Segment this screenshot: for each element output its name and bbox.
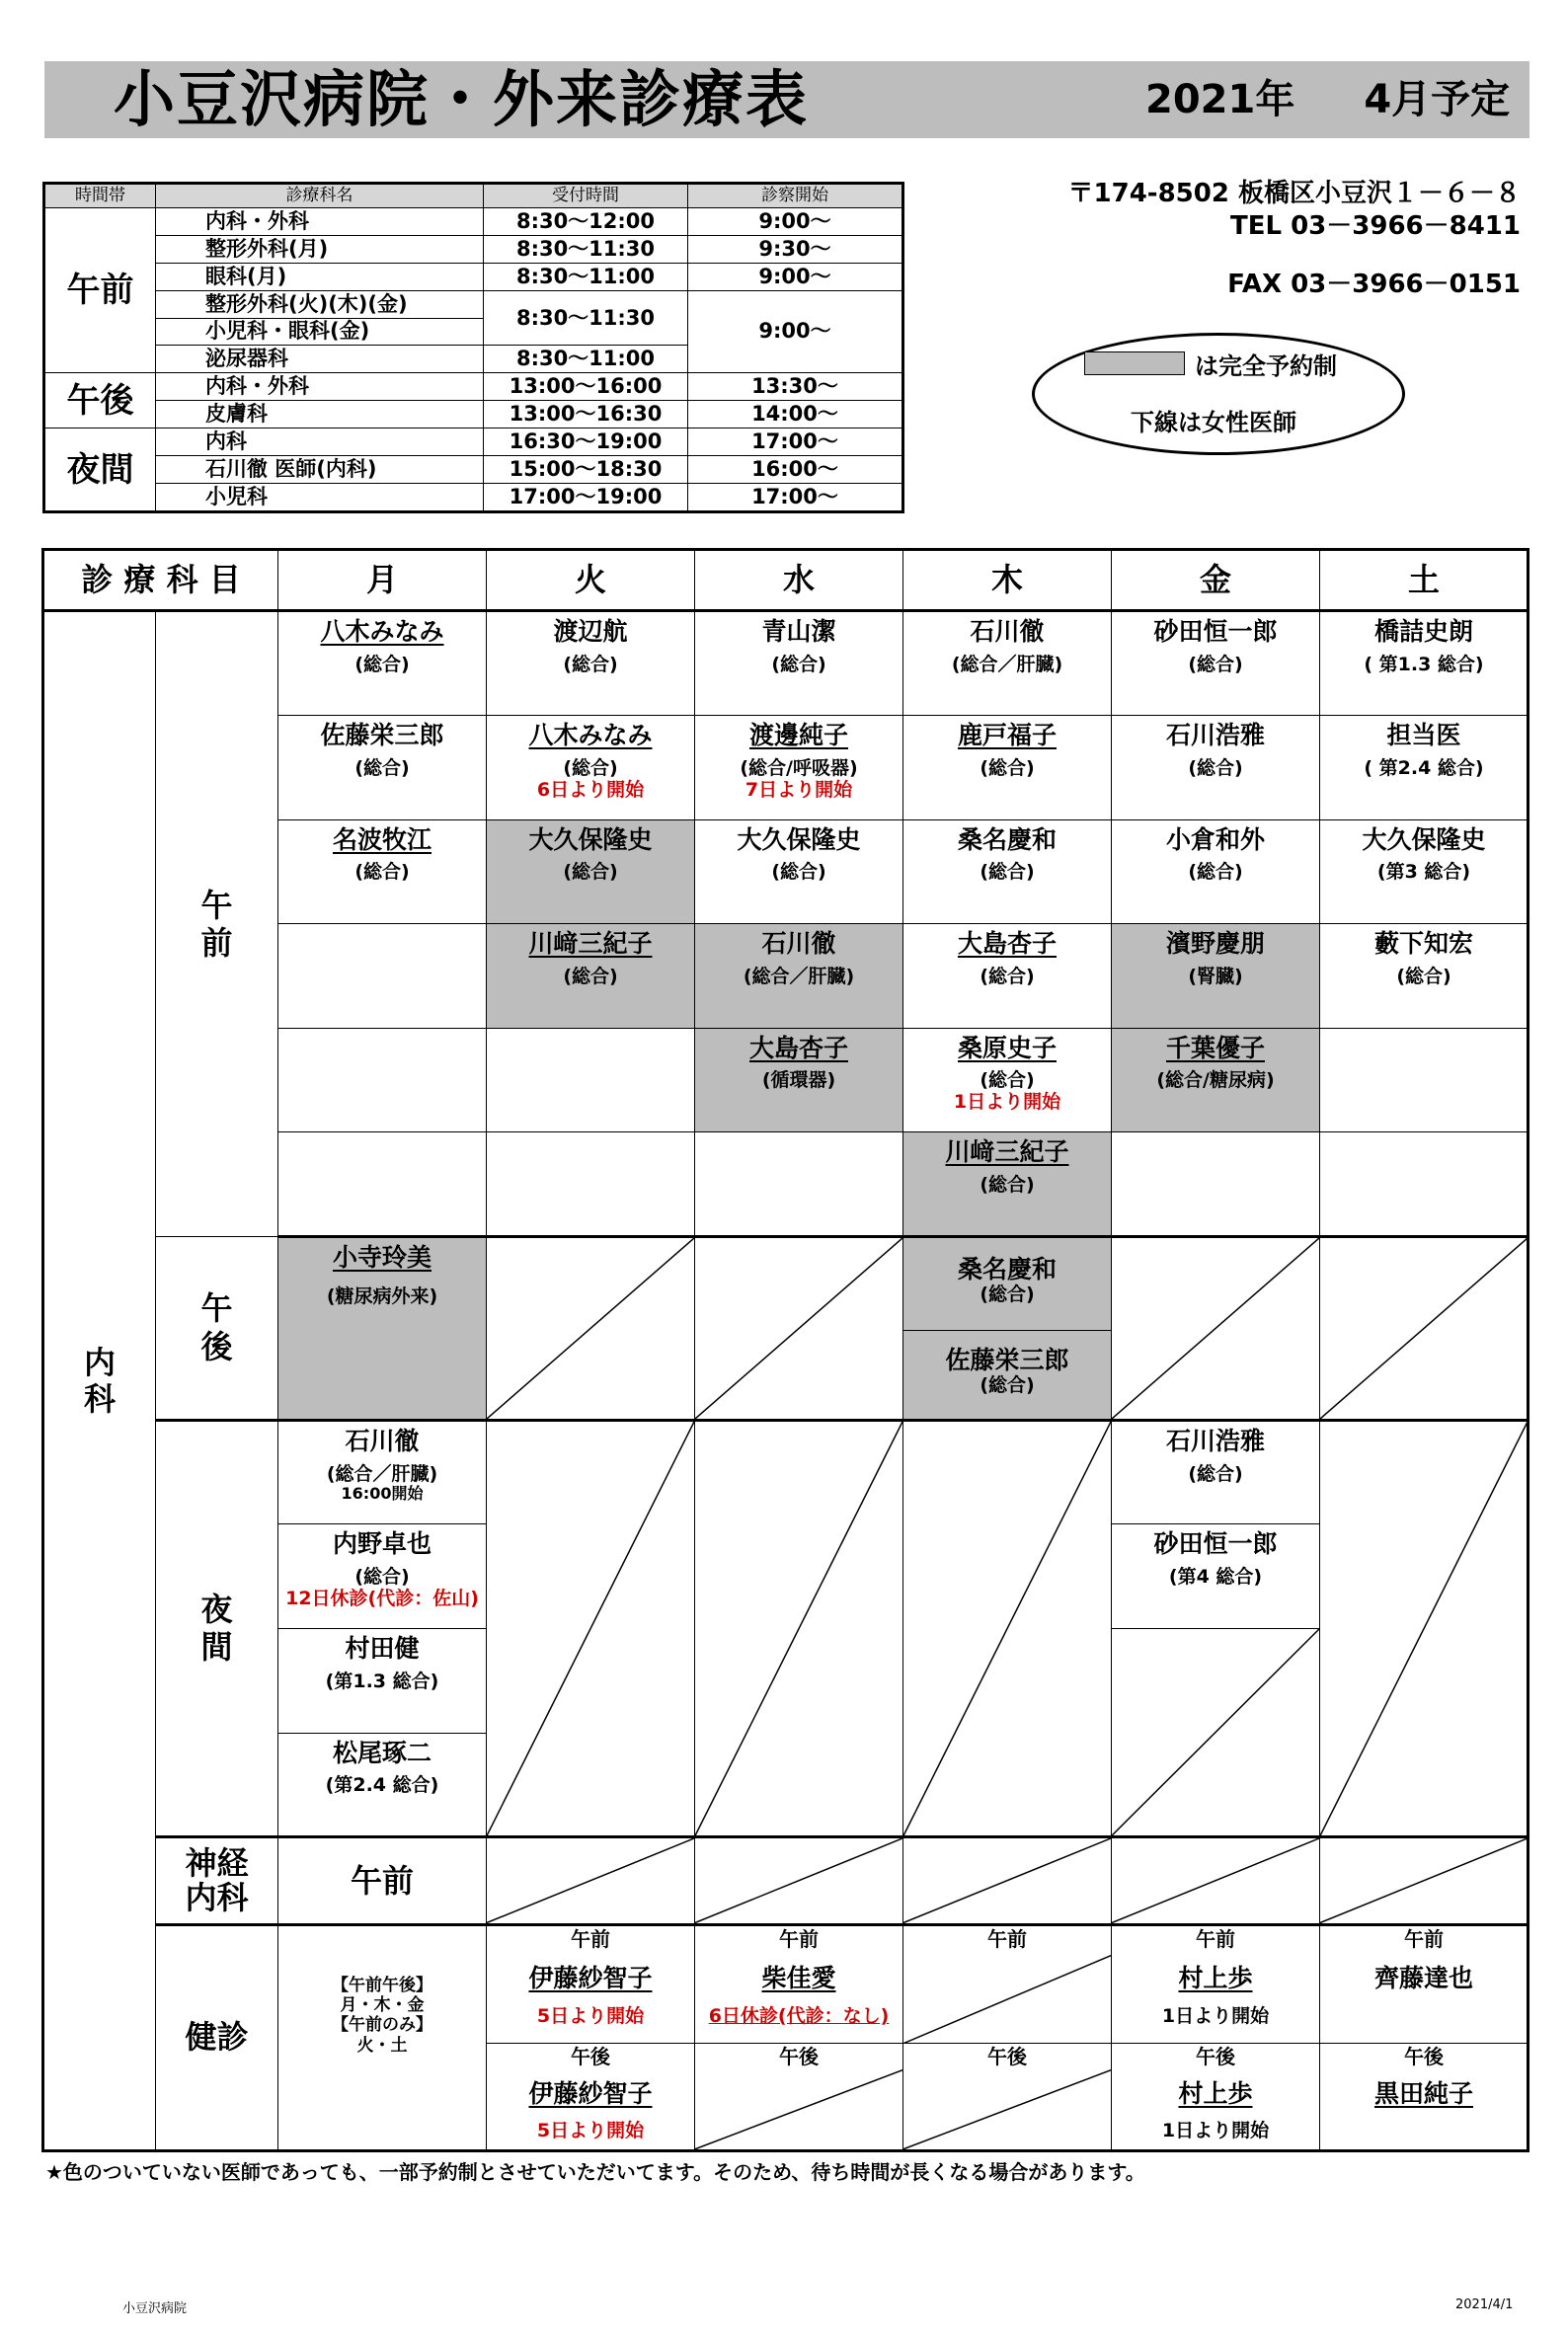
doctor-specialty: (第4 総合) [1168, 1566, 1263, 1589]
address: 〒174-8502 板橋区小豆沢１－６－８ [1067, 179, 1521, 208]
doctor-note: 16:00開始 [341, 1484, 424, 1504]
doctor-name: 大久保隆史 [1362, 824, 1486, 854]
diagonal-line [903, 1422, 1111, 1835]
doctor-name: 砂田恒一郎 [1153, 1529, 1278, 1559]
doctor-name: 村上歩 [1178, 2079, 1253, 2109]
empty-cell [695, 1132, 903, 1237]
period-label: 午後 [571, 2045, 610, 2069]
hours-dept: 整形外科(火)(木)(金) [156, 290, 484, 318]
doctor-specialty: (糖尿病外来) [326, 1284, 438, 1307]
doctor-cell-reserved [278, 1236, 487, 1420]
hours-dept: 泌尿器科 [156, 346, 484, 373]
day-header: 金 [1112, 550, 1320, 611]
page-title: 小豆沢病院・外来診療表 [114, 63, 810, 135]
unavailable-cell [1112, 1837, 1320, 1924]
doctor-name: 渡辺航 [553, 617, 628, 647]
naika-night-label: 夜 間 [156, 1420, 278, 1836]
phone-number: TEL 03－3966－8411 [1229, 210, 1521, 241]
doctor-cell [1320, 611, 1529, 716]
header-dept-label: 診 療 科 目 [43, 550, 278, 611]
doctor-specialty: (総合) [771, 861, 826, 884]
contact-block [987, 178, 1521, 300]
hours-start: 14:00～ [688, 401, 903, 428]
period-label: 午後 [1196, 2045, 1235, 2069]
hours-reception: 13:00～16:30 [484, 401, 688, 428]
doctor-cell [1112, 1924, 1320, 2044]
doctor-cell [1320, 2044, 1529, 2151]
empty-cell [1320, 1132, 1529, 1237]
doctor-specialty: (第2.4 総合) [325, 1774, 439, 1797]
doctor-cell [278, 1628, 487, 1733]
doctor-specialty: (総合) [1188, 654, 1243, 676]
day-header: 木 [903, 550, 1112, 611]
doctor-name: 青山潔 [761, 617, 836, 647]
doctor-specialty: (循環器) [761, 1069, 836, 1092]
hours-start: 9:00～ [688, 290, 903, 373]
doctor-name: 石川徹 [970, 617, 1045, 647]
doctor-name: 担当医 [1386, 720, 1461, 749]
doctor-specialty: (総合) [980, 1173, 1035, 1196]
doctor-specialty: (総合) [354, 1566, 410, 1589]
diagonal-line [695, 2070, 902, 2149]
doctor-specialty: (総合) [563, 654, 618, 676]
doctor-name: 村田健 [345, 1633, 420, 1663]
day-header: 月 [278, 550, 487, 611]
doctor-name: 松尾琢二 [332, 1738, 431, 1767]
unavailable-cell [1320, 1236, 1529, 1420]
doctor-cell [278, 1524, 487, 1629]
schedule-year: 2021年 [1145, 77, 1295, 122]
hours-reception: 16:30～19:00 [484, 428, 688, 456]
diagonal-line [695, 1238, 902, 1419]
doctor-specialty: (総合) [563, 861, 618, 884]
hours-start: 16:00～ [688, 456, 903, 484]
doctor-cell [1320, 715, 1529, 819]
footer-date: 2021/4/1 [1455, 2297, 1514, 2312]
schedule-table [41, 548, 1529, 2152]
unavailable-cell [695, 1837, 903, 1924]
doctor-note: 1日より開始 [1161, 2120, 1270, 2142]
doctor-name: 桑原史子 [957, 1033, 1057, 1062]
hours-dept: 小児科・眼科(金) [156, 318, 484, 346]
doctor-cell-reserved [903, 1132, 1112, 1237]
period-label: 午後 [1404, 2045, 1444, 2069]
doctor-note: 6日より開始 [536, 778, 645, 801]
hours-period-am: 午前 [44, 207, 156, 373]
hours-header-period: 時間帯 [44, 184, 156, 208]
fax-number: FAX 03－3966－0151 [1227, 269, 1521, 299]
doctor-specialty: (総合) [563, 965, 618, 987]
doctor-specialty: (総合) [980, 1283, 1035, 1305]
doctor-name: 齊藤達也 [1373, 1963, 1473, 1992]
unavailable-cell [903, 1837, 1112, 1924]
doctor-specialty: (総合) [980, 965, 1035, 987]
doctor-specialty: ( 第1.3 総合) [1364, 654, 1484, 676]
doctor-name: 伊藤紗智子 [528, 1963, 653, 1992]
diagonal-line [1112, 1838, 1319, 1922]
doctor-cell [487, 715, 695, 819]
doctor-name: 大島杏子 [748, 1033, 848, 1062]
doctor-name: 小倉和外 [1165, 824, 1265, 854]
doctor-note: 7日より開始 [745, 778, 853, 801]
doctor-cell [278, 611, 487, 716]
doctor-specialty: (総合) [1396, 965, 1451, 987]
doctor-specialty: (総合) [980, 1374, 1035, 1397]
hours-dept: 石川徹 医師(内科) [156, 456, 484, 484]
shinkei-label: 神経 内科 [156, 1837, 278, 1924]
doctor-cell [1112, 2044, 1320, 2151]
hours-start: 13:30～ [688, 373, 903, 401]
doctor-cell [1112, 611, 1320, 716]
doctor-cell [695, 715, 903, 819]
doctor-cell [695, 819, 903, 924]
schedule-month: 4月予定 [1364, 77, 1511, 122]
doctor-specialty: (総合) [354, 654, 410, 676]
doctor-name: 名波牧江 [332, 824, 431, 854]
empty-cell [487, 1132, 695, 1237]
naika-label: 内 科 [43, 611, 156, 2151]
doctor-cell-reserved [695, 924, 903, 1029]
legend-reserved-text: は完全予約制 [1195, 352, 1337, 380]
doctor-specialty: (総合) [1188, 861, 1243, 884]
doctor-cell [487, 2044, 695, 2151]
day-header: 火 [487, 550, 695, 611]
doctor-name: 柴佳愛 [761, 1963, 836, 1992]
doctor-specialty: (総合) [354, 756, 410, 779]
doctor-specialty: ( 第2.4 総合) [1364, 756, 1484, 779]
doctor-name: 小寺玲美 [332, 1242, 431, 1272]
diagonal-line [903, 2070, 1111, 2149]
doctor-specialty: (総合/呼吸器) [740, 756, 858, 779]
doctor-name: 鹿戸福子 [957, 720, 1057, 749]
doctor-name: 石川浩雅 [1165, 1426, 1265, 1455]
doctor-specialty: (総合) [1188, 756, 1243, 779]
doctor-name: 千葉優子 [1165, 1033, 1265, 1062]
doctor-name: 川﨑三紀子 [945, 1137, 1069, 1167]
hours-dept: 眼科(月) [156, 263, 484, 290]
diagonal-line [1112, 1238, 1319, 1419]
doctor-cell-reserved [1112, 924, 1320, 1029]
diagonal-line [1320, 1838, 1528, 1922]
doctor-cell-reserved [487, 924, 695, 1029]
hours-reception: 13:00～16:00 [484, 373, 688, 401]
unavailable-cell [1320, 1420, 1529, 1836]
unavailable-cell [487, 1236, 695, 1420]
kenshin-label: 健診 [156, 1924, 278, 2150]
unavailable-cell [903, 2044, 1112, 2151]
empty-cell [1112, 1132, 1320, 1237]
empty-cell [1320, 1028, 1529, 1132]
unavailable-cell [695, 1420, 903, 1836]
hours-period-pm: 午後 [44, 373, 156, 428]
period-label: 午前 [987, 1926, 1027, 1951]
unavailable-cell [487, 1837, 695, 1924]
doctor-note: 12日休診(代診：佐山) [285, 1588, 479, 1609]
doctor-specialty: (総合) [354, 861, 410, 884]
diagonal-line [1112, 1629, 1319, 1835]
period-label: 午後 [987, 2045, 1027, 2069]
hours-reception: 8:30～11:00 [484, 346, 688, 373]
doctor-cell [903, 611, 1112, 716]
doctor-note: 5日より開始 [536, 2005, 645, 2028]
hours-reception: 8:30～12:00 [484, 207, 688, 235]
hours-dept: 内科 [156, 428, 484, 456]
doctor-specialty: (総合／肝臓) [951, 654, 1063, 676]
doctor-specialty: (総合/糖尿病) [1156, 1069, 1275, 1092]
unavailable-cell [695, 1236, 903, 1420]
doctor-cell-reserved [1112, 1028, 1320, 1132]
legend-female-text: 下線は女性医師 [1131, 409, 1296, 436]
doctor-specialty: (第1.3 総合) [325, 1670, 439, 1692]
doctor-name: 黒田純子 [1373, 2079, 1473, 2109]
hours-reception: 17:00～19:00 [484, 484, 688, 512]
hours-dept: 整形外科(月) [156, 235, 484, 263]
doctor-cell [487, 1924, 695, 2044]
diagonal-line [695, 1838, 902, 1922]
doctor-name: 佐藤栄三郎 [320, 720, 444, 749]
period-label: 午前 [779, 1926, 819, 1951]
doctor-cell [695, 611, 903, 716]
doctor-specialty: (総合) [771, 654, 826, 676]
diagonal-line [1320, 1422, 1528, 1835]
unavailable-cell [1320, 1837, 1529, 1924]
hours-table [42, 182, 904, 513]
doctor-specialty: (総合／肝臓) [743, 965, 855, 987]
period-label: 午後 [779, 2045, 819, 2069]
hours-dept: 皮膚科 [156, 401, 484, 428]
doctor-name: 藪下知宏 [1373, 929, 1473, 959]
hours-reception: 8:30～11:00 [484, 263, 688, 290]
hours-reception: 8:30～11:30 [484, 290, 688, 346]
empty-cell [278, 1028, 487, 1132]
doctor-specialty: (腎臓) [1188, 965, 1243, 987]
doctor-cell [695, 1924, 903, 2044]
doctor-name: 村上歩 [1178, 1963, 1253, 1992]
doctor-name: 桑名慶和 [957, 824, 1057, 854]
doctor-cell-reserved [695, 1028, 903, 1132]
doctor-note: 5日より開始 [536, 2120, 645, 2142]
legend-gray-swatch [1084, 351, 1185, 375]
period-label: 午前 [1196, 1926, 1235, 1951]
doctor-cell [1320, 924, 1529, 1029]
hours-start: 17:00～ [688, 428, 903, 456]
hours-reception: 8:30～11:30 [484, 235, 688, 263]
hours-header-dept: 診療科名 [156, 184, 484, 208]
doctor-cell-reserved [487, 819, 695, 924]
doctor-cell [903, 924, 1112, 1029]
doctor-specialty: (総合) [1188, 1462, 1243, 1485]
doctor-name: 桑名慶和 [957, 1254, 1057, 1284]
diagonal-line [903, 1955, 1111, 2043]
unavailable-cell [695, 2044, 903, 2151]
doctor-note: 1日より開始 [1161, 2005, 1270, 2028]
hours-start: 9:30～ [688, 235, 903, 263]
doctor-name: 石川徹 [345, 1426, 420, 1455]
doctor-name: 内野卓也 [332, 1529, 431, 1559]
naika-am-label: 午 前 [156, 611, 278, 1236]
doctor-cell [278, 715, 487, 819]
kenshin-info-cell [278, 1924, 487, 2150]
hours-start: 17:00～ [688, 484, 903, 512]
doctor-specialty: (第3 総合) [1376, 861, 1471, 884]
doctor-specialty: (総合) [980, 861, 1035, 884]
doctor-name: 石川徹 [761, 929, 836, 959]
hours-start: 9:00～ [688, 207, 903, 235]
doctor-name: 川﨑三紀子 [528, 929, 653, 959]
doctor-cell [278, 819, 487, 924]
diagonal-line [487, 1422, 694, 1835]
doctor-cell [1320, 819, 1529, 924]
doctor-name: 渡邊純子 [748, 720, 848, 749]
diagonal-line [487, 1838, 694, 1922]
hours-dept: 内科・外科 [156, 373, 484, 401]
unavailable-cell [1112, 1236, 1320, 1420]
hours-period-night: 夜間 [44, 428, 156, 512]
day-header: 土 [1320, 550, 1529, 611]
empty-cell [278, 924, 487, 1029]
doctor-specialty: (総合) [980, 756, 1035, 779]
diagonal-line [695, 1422, 902, 1835]
doctor-cell-reserved [903, 1236, 1112, 1331]
unavailable-cell [903, 1420, 1112, 1836]
doctor-cell [278, 1733, 487, 1837]
unavailable-cell [1112, 1628, 1320, 1836]
doctor-cell-reserved [903, 1331, 1112, 1421]
doctor-name: 佐藤栄三郎 [945, 1346, 1069, 1375]
doctor-name: 伊藤紗智子 [528, 2079, 653, 2109]
shinkei-am-label: 午前 [278, 1837, 487, 1924]
doctor-cell [903, 1028, 1112, 1132]
doctor-note: 6日休診(代診：なし) [708, 2005, 890, 2028]
period-label: 午前 [571, 1926, 610, 1951]
doctor-note: 1日より開始 [953, 1091, 1061, 1114]
doctor-cell [1112, 715, 1320, 819]
doctor-name: 橋詰史朗 [1373, 617, 1473, 647]
hours-dept: 小児科 [156, 484, 484, 512]
doctor-cell [903, 819, 1112, 924]
doctor-name: 石川浩雅 [1165, 720, 1265, 749]
doctor-specialty: (総合) [980, 1069, 1035, 1092]
diagonal-line [903, 1838, 1111, 1922]
kenshin-info: 【午前午後】 月・木・金 【午前のみ】 火・土 [332, 1975, 432, 2056]
period-label: 午前 [1404, 1926, 1444, 1951]
doctor-specialty: (総合／肝臓) [326, 1462, 438, 1485]
naika-pm-label: 午 後 [156, 1236, 278, 1420]
footnote: ★色のついていない医師であっても、一部予約制とさせていただいてます。そのため、待ち時間が長くなる場合があります。 [45, 2160, 1145, 2184]
doctor-name: 大久保隆史 [528, 824, 653, 854]
unavailable-cell [487, 1420, 695, 1836]
day-header: 水 [695, 550, 903, 611]
diagonal-line [1320, 1238, 1528, 1419]
hours-header-start: 診察開始 [688, 184, 903, 208]
doctor-cell [278, 1420, 487, 1524]
doctor-specialty: (総合) [563, 756, 618, 779]
doctor-name: 八木みなみ [528, 720, 653, 749]
doctor-cell [903, 715, 1112, 819]
doctor-cell [1320, 1924, 1529, 2044]
doctor-cell [1112, 819, 1320, 924]
unavailable-cell [903, 1924, 1112, 2044]
doctor-name: 大久保隆史 [737, 824, 861, 854]
schedule-date [1145, 61, 1510, 138]
hours-header-reception: 受付時間 [484, 184, 688, 208]
doctor-cell [1112, 1420, 1320, 1524]
hours-start: 9:00～ [688, 263, 903, 290]
hours-dept: 内科・外科 [156, 207, 484, 235]
doctor-name: 八木みなみ [320, 617, 444, 647]
hours-reception: 15:00～18:30 [484, 456, 688, 484]
doctor-cell [1112, 1524, 1320, 1629]
empty-cell [487, 1028, 695, 1132]
doctor-cell [487, 611, 695, 716]
empty-cell [278, 1132, 487, 1237]
footer-hospital: 小豆沢病院 [122, 2301, 188, 2316]
doctor-name: 大島杏子 [957, 929, 1057, 959]
doctor-name: 砂田恒一郎 [1153, 617, 1278, 647]
doctor-name: 濱野慶朋 [1165, 929, 1265, 959]
diagonal-line [487, 1238, 694, 1419]
